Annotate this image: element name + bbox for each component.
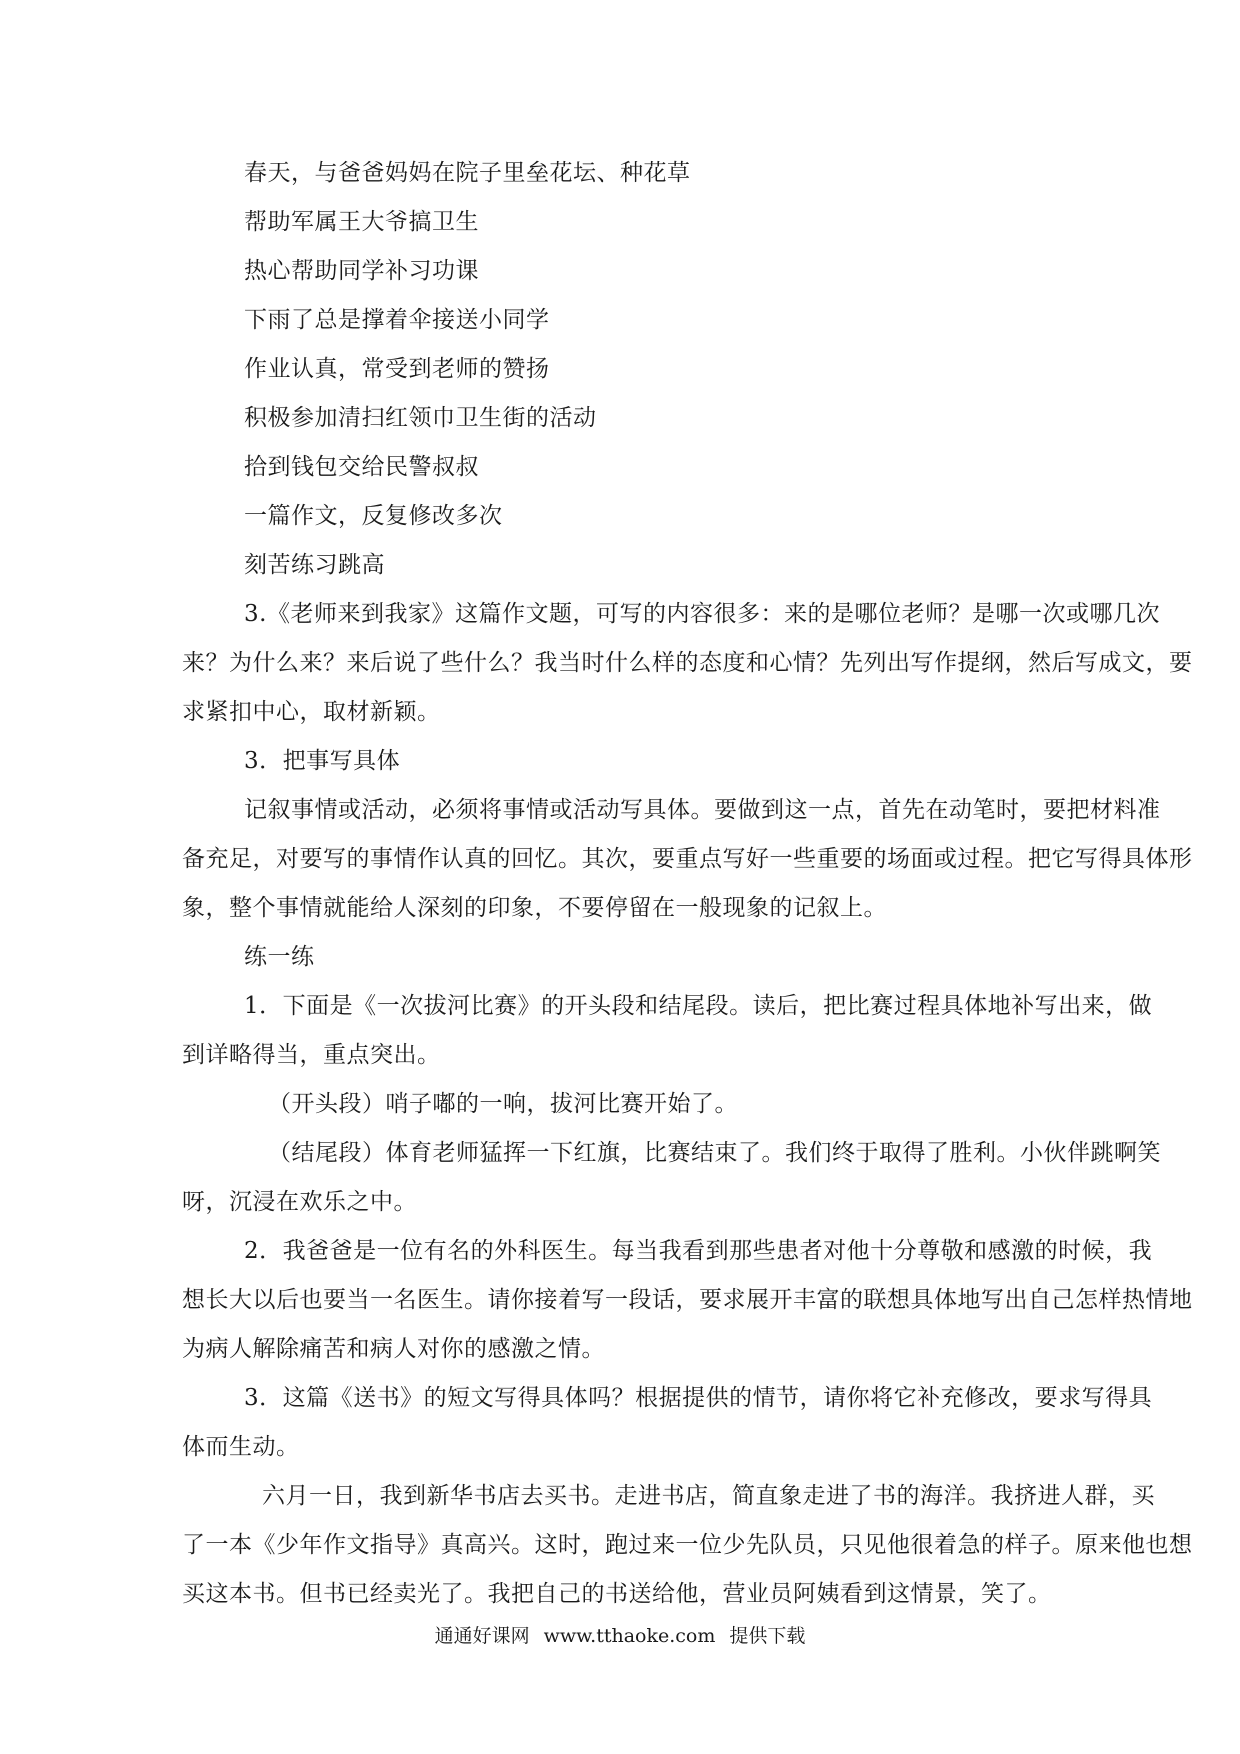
practice-2-line: 为病人解除痛苦和病人对你的感激之情。 [182,1336,605,1362]
practice-2-line: 2．我爸爸是一位有名的外科医生。每当我看到那些患者对他十分尊敬和感激的时候，我 [244,1238,1153,1264]
list-item: 一篇作文，反复修改多次 [244,503,503,529]
list-item: 下雨了总是撑着伞接送小同学 [244,307,550,333]
practice-3-story: 了一本《少年作文指导》真高兴。这时，跑过来一位少先队员，只见他很着急的样子。原来他也想 [182,1532,1193,1558]
practice-1-ending: 呀，沉浸在欢乐之中。 [182,1189,417,1215]
practice-1-line: 到详略得当，重点突出。 [182,1042,441,1068]
practice-3-story: 六月一日，我到新华书店去买书。走进书店，简直象走进了书的海洋。我挤进人群，买 [262,1483,1155,1509]
footer-suffix: 提供下载 [729,1625,806,1647]
practice-1-ending: （结尾段）体育老师猛挥一下红旗，比赛结束了。我们终于取得了胜利。小伙伴跳啊笑 [268,1140,1161,1166]
section-body-line: 记叙事情或活动，必须将事情或活动写具体。要做到这一点，首先在动笔时，要把材料准 [244,797,1161,823]
page-footer [0,1624,1240,1648]
footer-site-name: 通通好课网 [434,1625,530,1647]
practice-1-line: 1．下面是《一次拔河比赛》的开头段和结尾段。读后，把比赛过程具体地补写出来，做 [244,993,1153,1019]
practice-2-line: 想长大以后也要当一名医生。请你接着写一段话，要求展开丰富的联想具体地写出自己怎样热情地 [182,1287,1193,1313]
list-item: 热心帮助同学补习功课 [244,258,479,284]
exercise-3-line: 求紧扣中心，取材新颖。 [182,699,441,725]
exercise-3-line: 3.《老师来到我家》这篇作文题，可写的内容很多：来的是哪位老师？是哪一次或哪几次 [244,601,1160,627]
section-body-line: 象，整个事情就能给人深刻的印象，不要停留在一般现象的记叙上。 [182,895,887,921]
list-item: 帮助军属王大爷搞卫生 [244,209,479,235]
footer-url[interactable]: www.tthaoke.com [543,1625,716,1647]
list-item: 春天，与爸爸妈妈在院子里垒花坛、种花草 [244,160,691,186]
practice-label: 练一练 [244,944,315,970]
practice-1-opening: （开头段）哨子嘟的一响，拔河比赛开始了。 [268,1091,738,1117]
practice-3-line: 3．这篇《送书》的短文写得具体吗？根据提供的情节，请你将它补充修改，要求写得具 [244,1385,1153,1411]
list-item: 拾到钱包交给民警叔叔 [244,454,479,480]
exercise-3-line: 来？为什么来？来后说了些什么？我当时什么样的态度和心情？先列出写作提纲，然后写成文，要 [182,650,1193,676]
section-heading: 3．把事写具体 [244,748,401,774]
list-item: 刻苦练习跳高 [244,552,385,578]
list-item: 积极参加清扫红领巾卫生街的活动 [244,405,597,431]
list-item: 作业认真，常受到老师的赞扬 [244,356,550,382]
practice-3-story: 买这本书。但书已经卖光了。我把自己的书送给他，营业员阿姨看到这情景，笑了。 [182,1581,1052,1607]
section-body-line: 备充足，对要写的事情作认真的回忆。其次，要重点写好一些重要的场面或过程。把它写得具体形 [182,846,1193,872]
practice-3-line: 体而生动。 [182,1434,300,1460]
